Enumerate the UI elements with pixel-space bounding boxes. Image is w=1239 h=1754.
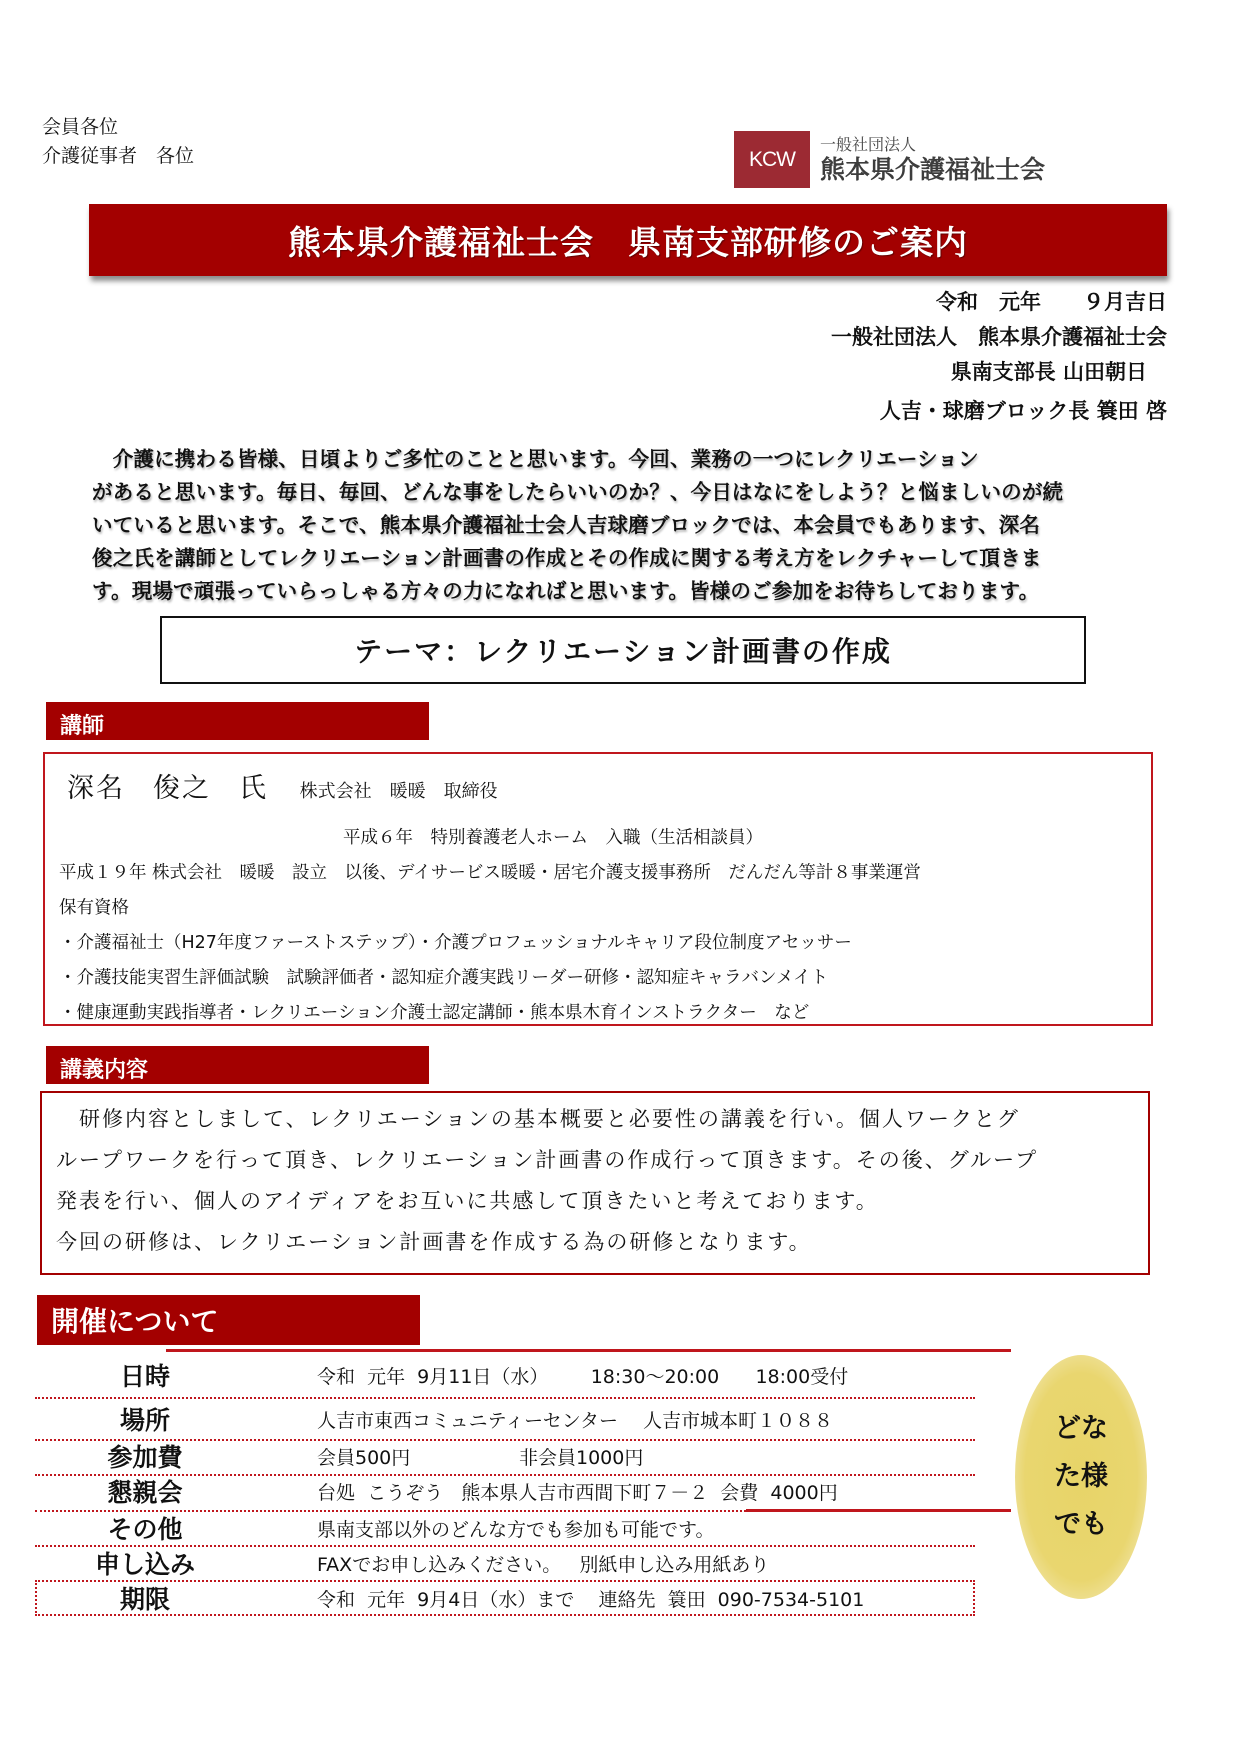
- career-item: 平成６年 特別養護老人ホーム 入職（生活相談員）: [343, 828, 763, 848]
- lecture-line: 発表を行い、個人のアイディアをお互いに共感して頂きたいと考えております。: [56, 1189, 879, 1213]
- page-title: 熊本県介護福祉士会 県南支部研修のご案内: [288, 222, 968, 262]
- section-header-instructor: 講師: [46, 702, 429, 740]
- event-row-application: [35, 1546, 975, 1580]
- row-value: 会員500円 非会員1000円: [317, 1446, 644, 1469]
- row-value: 人吉市東西コミュニティーセンター 人吉市城本町１０８８: [317, 1409, 834, 1432]
- sender-block-head: 人吉・球磨ブロック長 簑田 啓: [879, 398, 1167, 423]
- row-value: 令和 元年 9月11日（水） 18:30～20:00 18:00受付: [317, 1365, 849, 1388]
- logo-subtitle: 一般社団法人: [820, 134, 917, 154]
- section-header-event: 開催について: [37, 1295, 420, 1345]
- career-item: 平成１９年 株式会社 暖暖 設立 以後、デイサービス暖暖・居宅介護支援事務所 だんだん等計８事業運営: [59, 863, 921, 883]
- lecture-line: 研修内容としまして、レクリエーションの基本概要と必要性の講義を行い。個人ワークとグ: [56, 1107, 1020, 1131]
- organization-logo: [734, 131, 1045, 188]
- issue-date: 令和 元年 ９月吉日: [936, 289, 1167, 314]
- lecture-line: 今回の研修は、レクリエーション計画書を作成する為の研修となります。: [56, 1230, 812, 1254]
- qualification-item: ・介護技能実習生評価試験 試験評価者・認知症介護実践リーダー研修・認知症キャラバンメイト: [59, 968, 829, 988]
- event-row-deadline: [35, 1581, 975, 1615]
- anyone-welcome-callout: [1015, 1355, 1147, 1599]
- row-value: 台処 こうぞう 熊本県人吉市西間下町７－２ 会費 4000円: [317, 1481, 838, 1504]
- addressee-care-workers: 介護従事者 各位: [42, 145, 195, 167]
- row-label: その他: [107, 1515, 183, 1544]
- sender-org: 一般社団法人 熊本県介護福祉士会: [831, 324, 1167, 349]
- logo-text: [820, 135, 1045, 185]
- sender-branch-head: 県南支部長 山田朝日: [950, 359, 1147, 384]
- callout-line: た様: [1054, 1461, 1108, 1492]
- intro-paragraph: [92, 443, 1132, 608]
- theme-box: [160, 616, 1086, 684]
- qualification-item: ・健康運動実践指導者・レクリエーション介護士認定講師・熊本県木育インストラクター など: [59, 1003, 810, 1023]
- callout-line: でも: [1054, 1509, 1108, 1540]
- row-label: 場所: [119, 1406, 170, 1435]
- qualifications-label: 保有資格: [59, 898, 129, 918]
- row-label: 申し込み: [94, 1550, 195, 1579]
- event-row-fee: [35, 1439, 975, 1473]
- title-banner: [89, 204, 1167, 276]
- intro-line: 俊之氏を講師としてレクリエーション計画書の作成とその作成に関する考え方をレクチャーして頂きま: [92, 546, 1042, 570]
- event-row-venue: [35, 1399, 975, 1439]
- instructor-role: 株式会社 暖暖 取締役: [299, 781, 498, 802]
- instructor-honorific: 氏: [239, 773, 268, 804]
- row-label: 日時: [119, 1362, 170, 1391]
- row-label: 懇親会: [107, 1478, 183, 1507]
- instructor-given-name: 俊之: [153, 773, 211, 804]
- qualification-item: ・介護福祉士（H27年度ファーストステップ）・介護プロフェッショナルキャリア段位制度アセッサー: [59, 933, 852, 953]
- instructor-box: [43, 752, 1153, 1026]
- logo-org-name: 熊本県介護福祉士会: [820, 154, 1046, 184]
- instructor-name-line: [67, 766, 498, 805]
- intro-line: があると思います。毎日、毎回、どんな事をしたらいいのか？、今日はなにをしよう？と悩ましいのが続: [92, 480, 1064, 504]
- lecture-box: [40, 1091, 1150, 1275]
- kcw-logo-icon: KCW: [734, 131, 810, 188]
- intro-line: 介護に携わる皆様、日頃よりご多忙のことと思います。今回、業務の一つにレクリエーション: [92, 447, 979, 471]
- callout-line: どな: [1054, 1413, 1108, 1444]
- lecture-line: ループワークを行って頂き、レクリエーション計画書の作成行って頂きます。その後、グループ: [56, 1148, 1039, 1172]
- event-row-social: [35, 1474, 975, 1508]
- addressees: [42, 113, 194, 171]
- theme-title: テーマ：レクリエーション計画書の作成: [354, 635, 892, 668]
- sender-block: [831, 284, 1167, 428]
- intro-line: す。現場で頑張っていらっしゃる方々の力になればと思います。皆様のご参加をお待ちしております。: [92, 579, 1040, 603]
- intro-line: いていると思います。そこで、熊本県介護福祉士会人吉球磨ブロックでは、本会員でもあります、深名: [92, 513, 1041, 537]
- section-header-lecture: 講義内容: [46, 1046, 429, 1084]
- row-label: 参加費: [107, 1443, 183, 1472]
- row-value: FAXでお申し込みください。 別紙申し込み用紙あり: [317, 1553, 770, 1576]
- divider: [166, 1349, 1011, 1352]
- addressee-members: 会員各位: [42, 116, 119, 138]
- row-label: 期限: [119, 1585, 170, 1614]
- row-value: 県南支部以外のどんな方でも参加も可能です。: [317, 1518, 715, 1541]
- instructor-family-name: 深名: [67, 773, 125, 804]
- event-row-other: [35, 1511, 975, 1545]
- event-row-datetime: [35, 1355, 975, 1395]
- row-value: 令和 元年 9月4日（水）まで 連絡先 簑田 090-7534-5101: [317, 1588, 865, 1611]
